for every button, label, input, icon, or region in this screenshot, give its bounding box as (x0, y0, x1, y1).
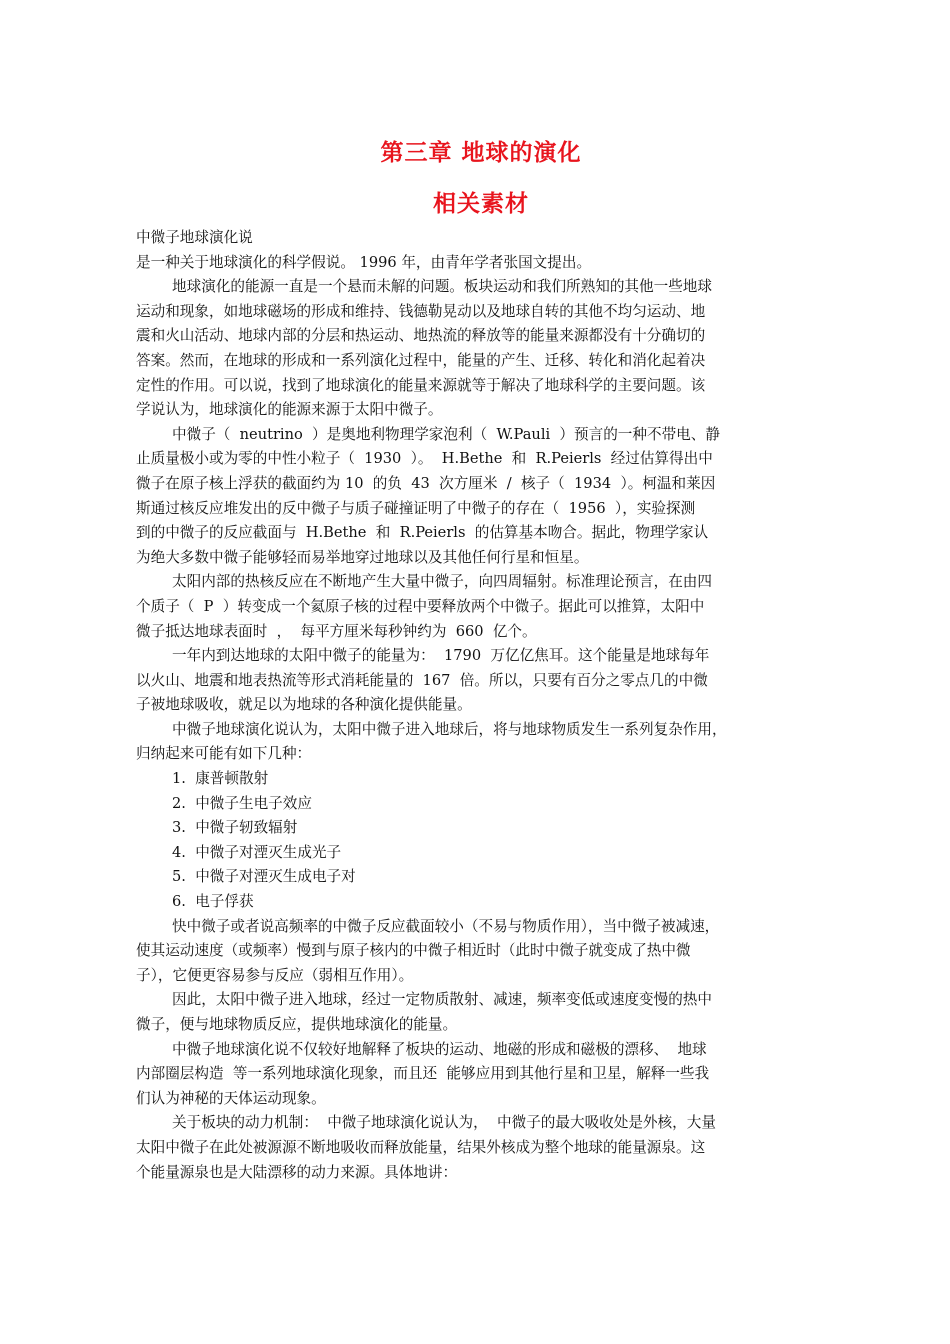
text-line: 太阳中微子在此处被源源不断地吸收而释放能量，结果外核成为整个地球的能量源泉。这 (136, 1138, 706, 1156)
text-line: 斯通过核反应堆发出的反中微子与质子碰撞证明了中微子的存在（ 1956 ），实验探测 (136, 499, 696, 517)
text-line: 太阳内部的热核反应在不断地产生大量中微子，向四周辐射。标准理论预言，在由四 (172, 573, 712, 591)
text-line: 微子，便与地球物质反应，提供地球演化的能量。 (136, 1016, 458, 1033)
text-line: 中微子地球演化说 (136, 229, 253, 246)
text-line: 定性的作用。可以说，找到了地球演化的能量来源就等于解决了地球科学的主要问题。该 (136, 376, 706, 394)
text-line: 中微子（ neutrino ）是奥地利物理学家泡利（ W.Pauli ）预言的一种不带电、静 (172, 425, 720, 443)
text-line: 个能量源泉也是大陆漂移的动力来源。具体地讲： (136, 1163, 458, 1181)
text-line: 止质量极小或为零的中性小粒子（ 1930 ）。 H.Bethe 和 R.Peierls 经过估算得出中 (136, 450, 713, 468)
text-line: 为绝大多数中微子能够轻而易举地穿过地球以及其他任何行星和恒星。 (136, 548, 589, 566)
chapter-title: 第三章 地球的演化 (380, 140, 582, 166)
text-line: 5. 中微子对湮灭生成电子对 (172, 868, 356, 886)
text-line: 微子抵达地球表面时 ， 每平方厘米每秒钟约为 660 亿个。 (136, 622, 537, 640)
text-line: 是一种关于地球演化的科学假说。 1996 年，由青年学者张国文提出。 (136, 253, 592, 271)
text-line: 们认为神秘的天体运动现象。 (136, 1089, 326, 1107)
text-line: 快中微子或者说高频率的中微子反应截面较小（不易与物质作用），当中微子被减速， (172, 917, 720, 935)
text-line: 因此，太阳中微子进入地球，经过一定物质散射、减速，频率变低或速度变慢的热中 (172, 991, 712, 1009)
text-line: 学说认为，地球演化的能源来源于太阳中微子。 (136, 401, 443, 419)
text-line: 3. 中微子轫致辐射 (172, 819, 298, 837)
text-line: 6. 电子俘获 (172, 893, 254, 911)
text-line: 以火山、地震和地表热流等形式消耗能量的 167 倍。所以，只要有百分之零点几的中微 (136, 671, 708, 689)
text-line: 归纳起来可能有如下几种： (136, 745, 312, 763)
document-body (136, 226, 826, 1185)
text-line: 一年内到达地球的太阳中微子的能量为： 1790 万亿亿焦耳。这个能量是地球每年 (172, 647, 710, 665)
text-line: 内部圈层构造 等一系列地球演化现象，而且还 能够应用到其他行星和卫星，解释一些我 (136, 1065, 710, 1083)
text-line: 到的中微子的反应截面与 H.Bethe 和 R.Peierls 的估算基本吻合。据此，物理学家认 (136, 524, 709, 542)
text-line: 关于板块的动力机制： 中微子地球演化说认为， 中微子的最大吸收处是外核，大量 (172, 1114, 716, 1132)
text-line: 中微子地球演化说认为，太阳中微子进入地球后，将与地球物质发生一系列复杂作用， (172, 720, 727, 738)
text-line: 子被地球吸收，就足以为地球的各种演化提供能量。 (136, 696, 472, 714)
text-line: 地球演化的能源一直是一个悬而未解的问题。板块运动和我们所熟知的其他一些地球 (172, 278, 712, 296)
text-line: 运动和现象，如地球磁场的形成和维持、钱德勒晃动以及地球自转的其他不均匀运动、地 (136, 302, 706, 320)
text-line: 4. 中微子对湮灭生成光子 (172, 843, 342, 861)
text-line: 使其运动速度（或频率）慢到与原子核内的中微子相近时（此时中微子就变成了热中微 (136, 942, 691, 960)
text-line: 答案。然而，在地球的形成和一系列演化过程中，能量的产生、迁移、转化和消化起着决 (136, 351, 706, 369)
text-line: 2. 中微子生电子效应 (172, 794, 312, 812)
text-line: 1. 康普顿散射 (172, 770, 269, 788)
text-line: 个质子（ P ）转变成一个氦原子核的过程中要释放两个中微子。据此可以推算，太阳中 (136, 597, 705, 615)
section-subtitle: 相关素材 (433, 191, 529, 217)
text-line: 震和火山活动、地球内部的分层和热运动、地热流的释放等的能量来源都没有十分确切的 (136, 327, 706, 345)
text-line: 微子在原子核上浮获的截面约为 10 的负 43 次方厘米 / 核子（ 1934 ）。柯温和莱因 (136, 474, 716, 492)
text-line: 中微子地球演化说不仅较好地解释了板块的运动、地磁的形成和磁极的漂移、 地球 (172, 1040, 707, 1058)
text-line: 子），它便更容易参与反应（弱相互作用）。 (136, 966, 414, 984)
